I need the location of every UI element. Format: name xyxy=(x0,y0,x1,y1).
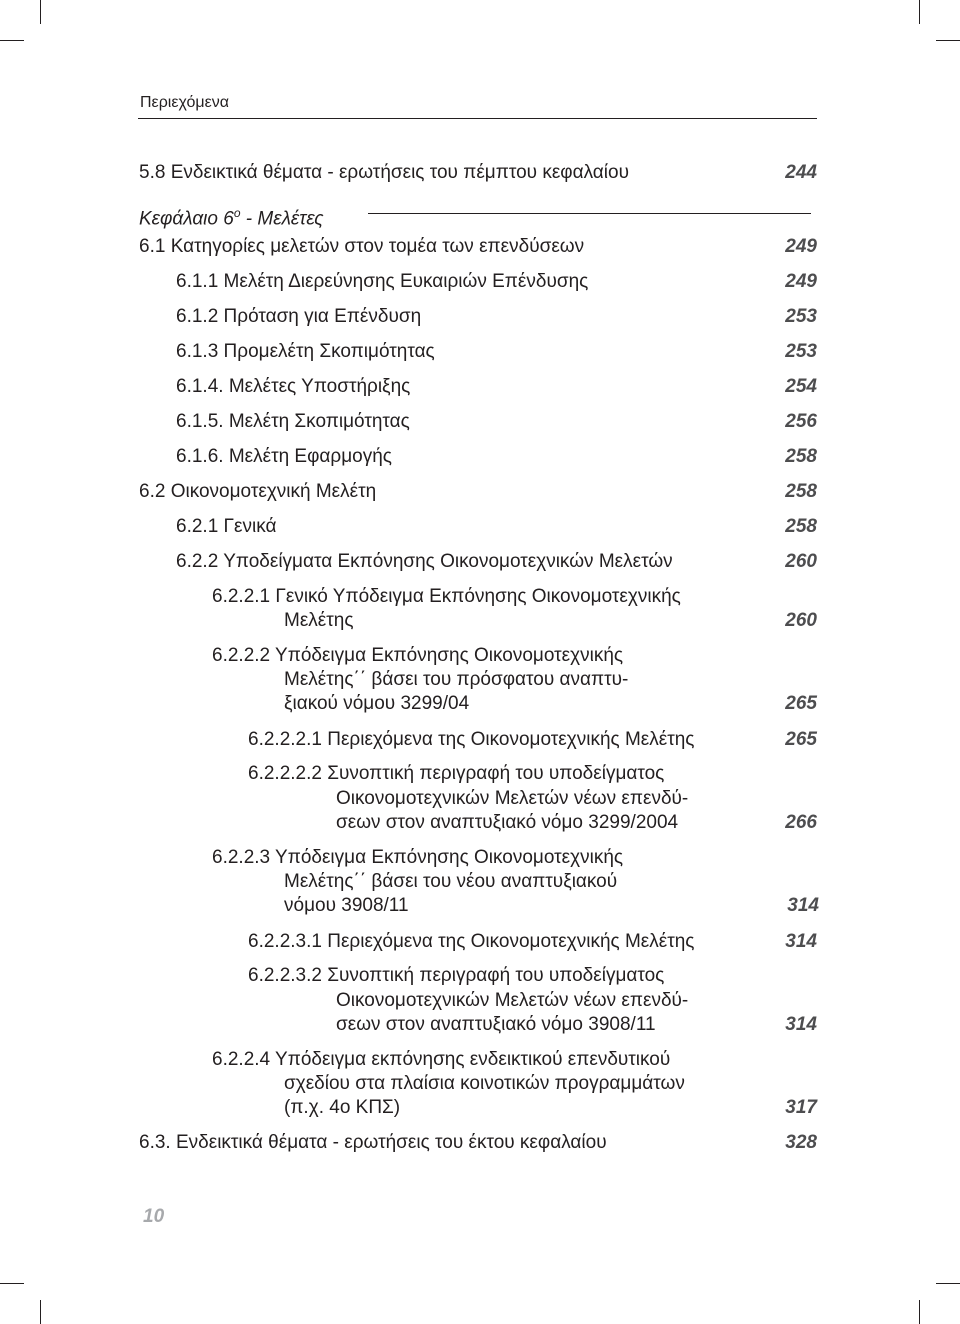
toc-entry-text: νόμου 3908/11 xyxy=(284,895,409,916)
toc-entry[interactable] xyxy=(139,479,376,504)
toc-page-number: 266 xyxy=(785,812,817,833)
crop-mark xyxy=(40,0,41,24)
toc-entry-text: (π.χ. 4ο ΚΠΣ) xyxy=(284,1097,401,1118)
toc-entry-text: 6.2.2.2 Υπόδειγμα Εκπόνησης Οικονομοτεχνικής xyxy=(212,645,624,666)
crop-mark xyxy=(936,40,960,41)
toc-entry[interactable] xyxy=(139,160,629,185)
crop-mark xyxy=(919,1300,920,1324)
crop-mark xyxy=(919,0,920,24)
crop-mark xyxy=(0,40,24,41)
toc-entry[interactable] xyxy=(176,514,276,539)
toc-page-number: 249 xyxy=(785,271,817,292)
toc-entry[interactable] xyxy=(212,643,623,668)
toc-page-number: 314 xyxy=(785,931,817,952)
toc-entry-text: Οικονομοτεχνικών Μελετών νέων επενδύ- xyxy=(336,788,689,809)
toc-entry-text: 6.1 Κατηγορίες μελετών στον τομέα των επενδύσεων xyxy=(139,236,585,257)
toc-entry-text: 6.1.2 Πρόταση για Επένδυση xyxy=(176,306,422,327)
toc-entry[interactable] xyxy=(248,963,664,988)
toc-entry-continuation xyxy=(336,1012,656,1037)
toc-entry-continuation xyxy=(284,608,354,633)
toc-entry-text: 6.1.6. Μελέτη Εφαρμογής xyxy=(176,446,392,467)
toc-entry-text: 6.1.1 Μελέτη Διερεύνησης Ευκαιριών Επένδυσης xyxy=(176,271,589,292)
chapter-heading-prefix: Κεφάλαιο 6 xyxy=(139,208,234,230)
toc-entry[interactable] xyxy=(212,584,681,609)
toc-entry-text: 6.2.2.3.1 Περιεχόμενα της Οικονομοτεχνικής Μελέτης xyxy=(248,931,695,952)
toc-entry-continuation xyxy=(336,988,688,1013)
toc-entry-continuation xyxy=(284,893,409,918)
toc-page-number: 258 xyxy=(785,446,817,467)
crop-mark xyxy=(936,1283,960,1284)
toc-entry-text: Οικονομοτεχνικών Μελετών νέων επενδύ- xyxy=(336,990,689,1011)
toc-entry-continuation xyxy=(284,1095,400,1120)
toc-entry[interactable] xyxy=(139,1130,607,1155)
chapter-heading-superscript: ο xyxy=(233,206,241,220)
toc-entry[interactable] xyxy=(176,374,410,399)
chapter-heading xyxy=(139,201,323,231)
toc-entry-text: 6.2 Οικονομοτεχνική Μελέτη xyxy=(139,481,377,502)
toc-entry-continuation xyxy=(284,1071,685,1096)
toc-page-number: 258 xyxy=(785,516,817,537)
toc-entry[interactable] xyxy=(248,727,694,752)
toc-entry[interactable] xyxy=(248,929,694,954)
chapter-heading-rule xyxy=(368,213,811,214)
toc-entry-text: Μελέτης΄΄ βάσει του νέου αναπτυξιακού xyxy=(284,871,618,892)
toc-entry-text: 6.2.2.2.1 Περιεχόμενα της Οικονομοτεχνικής Μελέτης xyxy=(248,729,695,750)
toc-page-number: 253 xyxy=(785,341,817,362)
toc-entry-text: σεων στον αναπτυξιακό νόμο 3299/2004 xyxy=(336,812,679,833)
toc-entry-text: 6.2.2.1 Γενικό Υπόδειγμα Εκπόνησης Οικονομοτεχνικής xyxy=(212,586,681,607)
toc-entry-text: Μελέτης΄΄ βάσει του πρόσφατου αναπτυ- xyxy=(284,669,629,690)
toc-page-number: 265 xyxy=(785,729,817,750)
toc-entry-text: 6.2.2.3 Υπόδειγμα Εκπόνησης Οικονομοτεχνικής xyxy=(212,847,624,868)
toc-entry[interactable] xyxy=(176,269,588,294)
toc-entry-text: 6.1.5. Μελέτη Σκοπιμότητας xyxy=(176,411,410,432)
toc-entry-text: 6.2.2 Υποδείγματα Εκπόνησης Οικονομοτεχνικών Μελετών xyxy=(176,551,673,572)
toc-entry[interactable] xyxy=(176,444,392,469)
toc-page-number: 244 xyxy=(785,162,817,183)
toc-entry-text: 6.2.2.4 Υπόδειγμα εκπόνησης ενδεικτικού επενδυτικού xyxy=(212,1049,671,1070)
toc-entry-continuation xyxy=(336,810,678,835)
toc-entry[interactable] xyxy=(176,304,421,329)
toc-entry-text: σχεδίου στα πλαίσια κοινοτικών προγραμμάτων xyxy=(284,1073,685,1094)
toc-page-number: 258 xyxy=(785,481,817,502)
toc-entry[interactable] xyxy=(212,1047,670,1072)
toc-entry[interactable] xyxy=(176,549,673,574)
toc-entry-text: Μελέτης xyxy=(284,610,354,631)
toc-entry-text: 6.2.1 Γενικά xyxy=(176,516,277,537)
chapter-heading-suffix: - Μελέτες xyxy=(245,208,324,230)
toc-page-number: 254 xyxy=(785,376,817,397)
header-rule xyxy=(138,118,817,119)
toc-page-number: 265 xyxy=(785,693,817,714)
toc-page-number: 253 xyxy=(785,306,817,327)
toc-entry-text: ξιακού νόμου 3299/04 xyxy=(284,693,470,714)
running-header: Περιεχόμενα xyxy=(140,94,229,111)
toc-entry-text: σεων στον αναπτυξιακό νόμο 3908/11 xyxy=(336,1014,656,1035)
toc-entry-text: 6.1.3 Προμελέτη Σκοπιμότητας xyxy=(176,341,435,362)
toc-page-number: 314 xyxy=(787,895,819,916)
toc-entry-continuation xyxy=(284,667,628,692)
toc-page-number: 260 xyxy=(785,551,817,572)
toc-entry[interactable] xyxy=(212,845,623,870)
toc-page-number: 328 xyxy=(785,1132,817,1153)
toc-entry[interactable] xyxy=(176,339,435,364)
toc-entry-text: 6.3. Ενδεικτικά θέματα - ερωτήσεις του έκτου κεφαλαίου xyxy=(139,1132,607,1153)
toc-entry-continuation xyxy=(284,691,469,716)
toc-page-number: 314 xyxy=(785,1014,817,1035)
toc-page-number: 249 xyxy=(785,236,817,257)
toc-entry-text: 6.2.2.3.2 Συνοπτική περιγραφή του υποδείγματος xyxy=(248,965,665,986)
toc-page-number: 256 xyxy=(785,411,817,432)
toc-entry[interactable] xyxy=(176,409,410,434)
toc-entry-text: 5.8 Ενδεικτικά θέματα - ερωτήσεις του πέμπτου κεφαλαίου xyxy=(139,162,629,183)
toc-entry[interactable] xyxy=(248,761,664,786)
crop-mark xyxy=(40,1300,41,1324)
toc-entry-continuation xyxy=(284,869,617,894)
crop-mark xyxy=(0,1283,24,1284)
toc-entry-continuation xyxy=(336,786,688,811)
page-folio: 10 xyxy=(143,1206,165,1227)
toc-entry-text: 6.2.2.2.2 Συνοπτική περιγραφή του υποδείγματος xyxy=(248,763,665,784)
toc-page-number: 260 xyxy=(785,610,817,631)
toc-entry[interactable] xyxy=(139,234,584,259)
toc-entry-text: 6.1.4. Μελέτες Υποστήριξης xyxy=(176,376,411,397)
toc-page-number: 317 xyxy=(785,1097,817,1118)
